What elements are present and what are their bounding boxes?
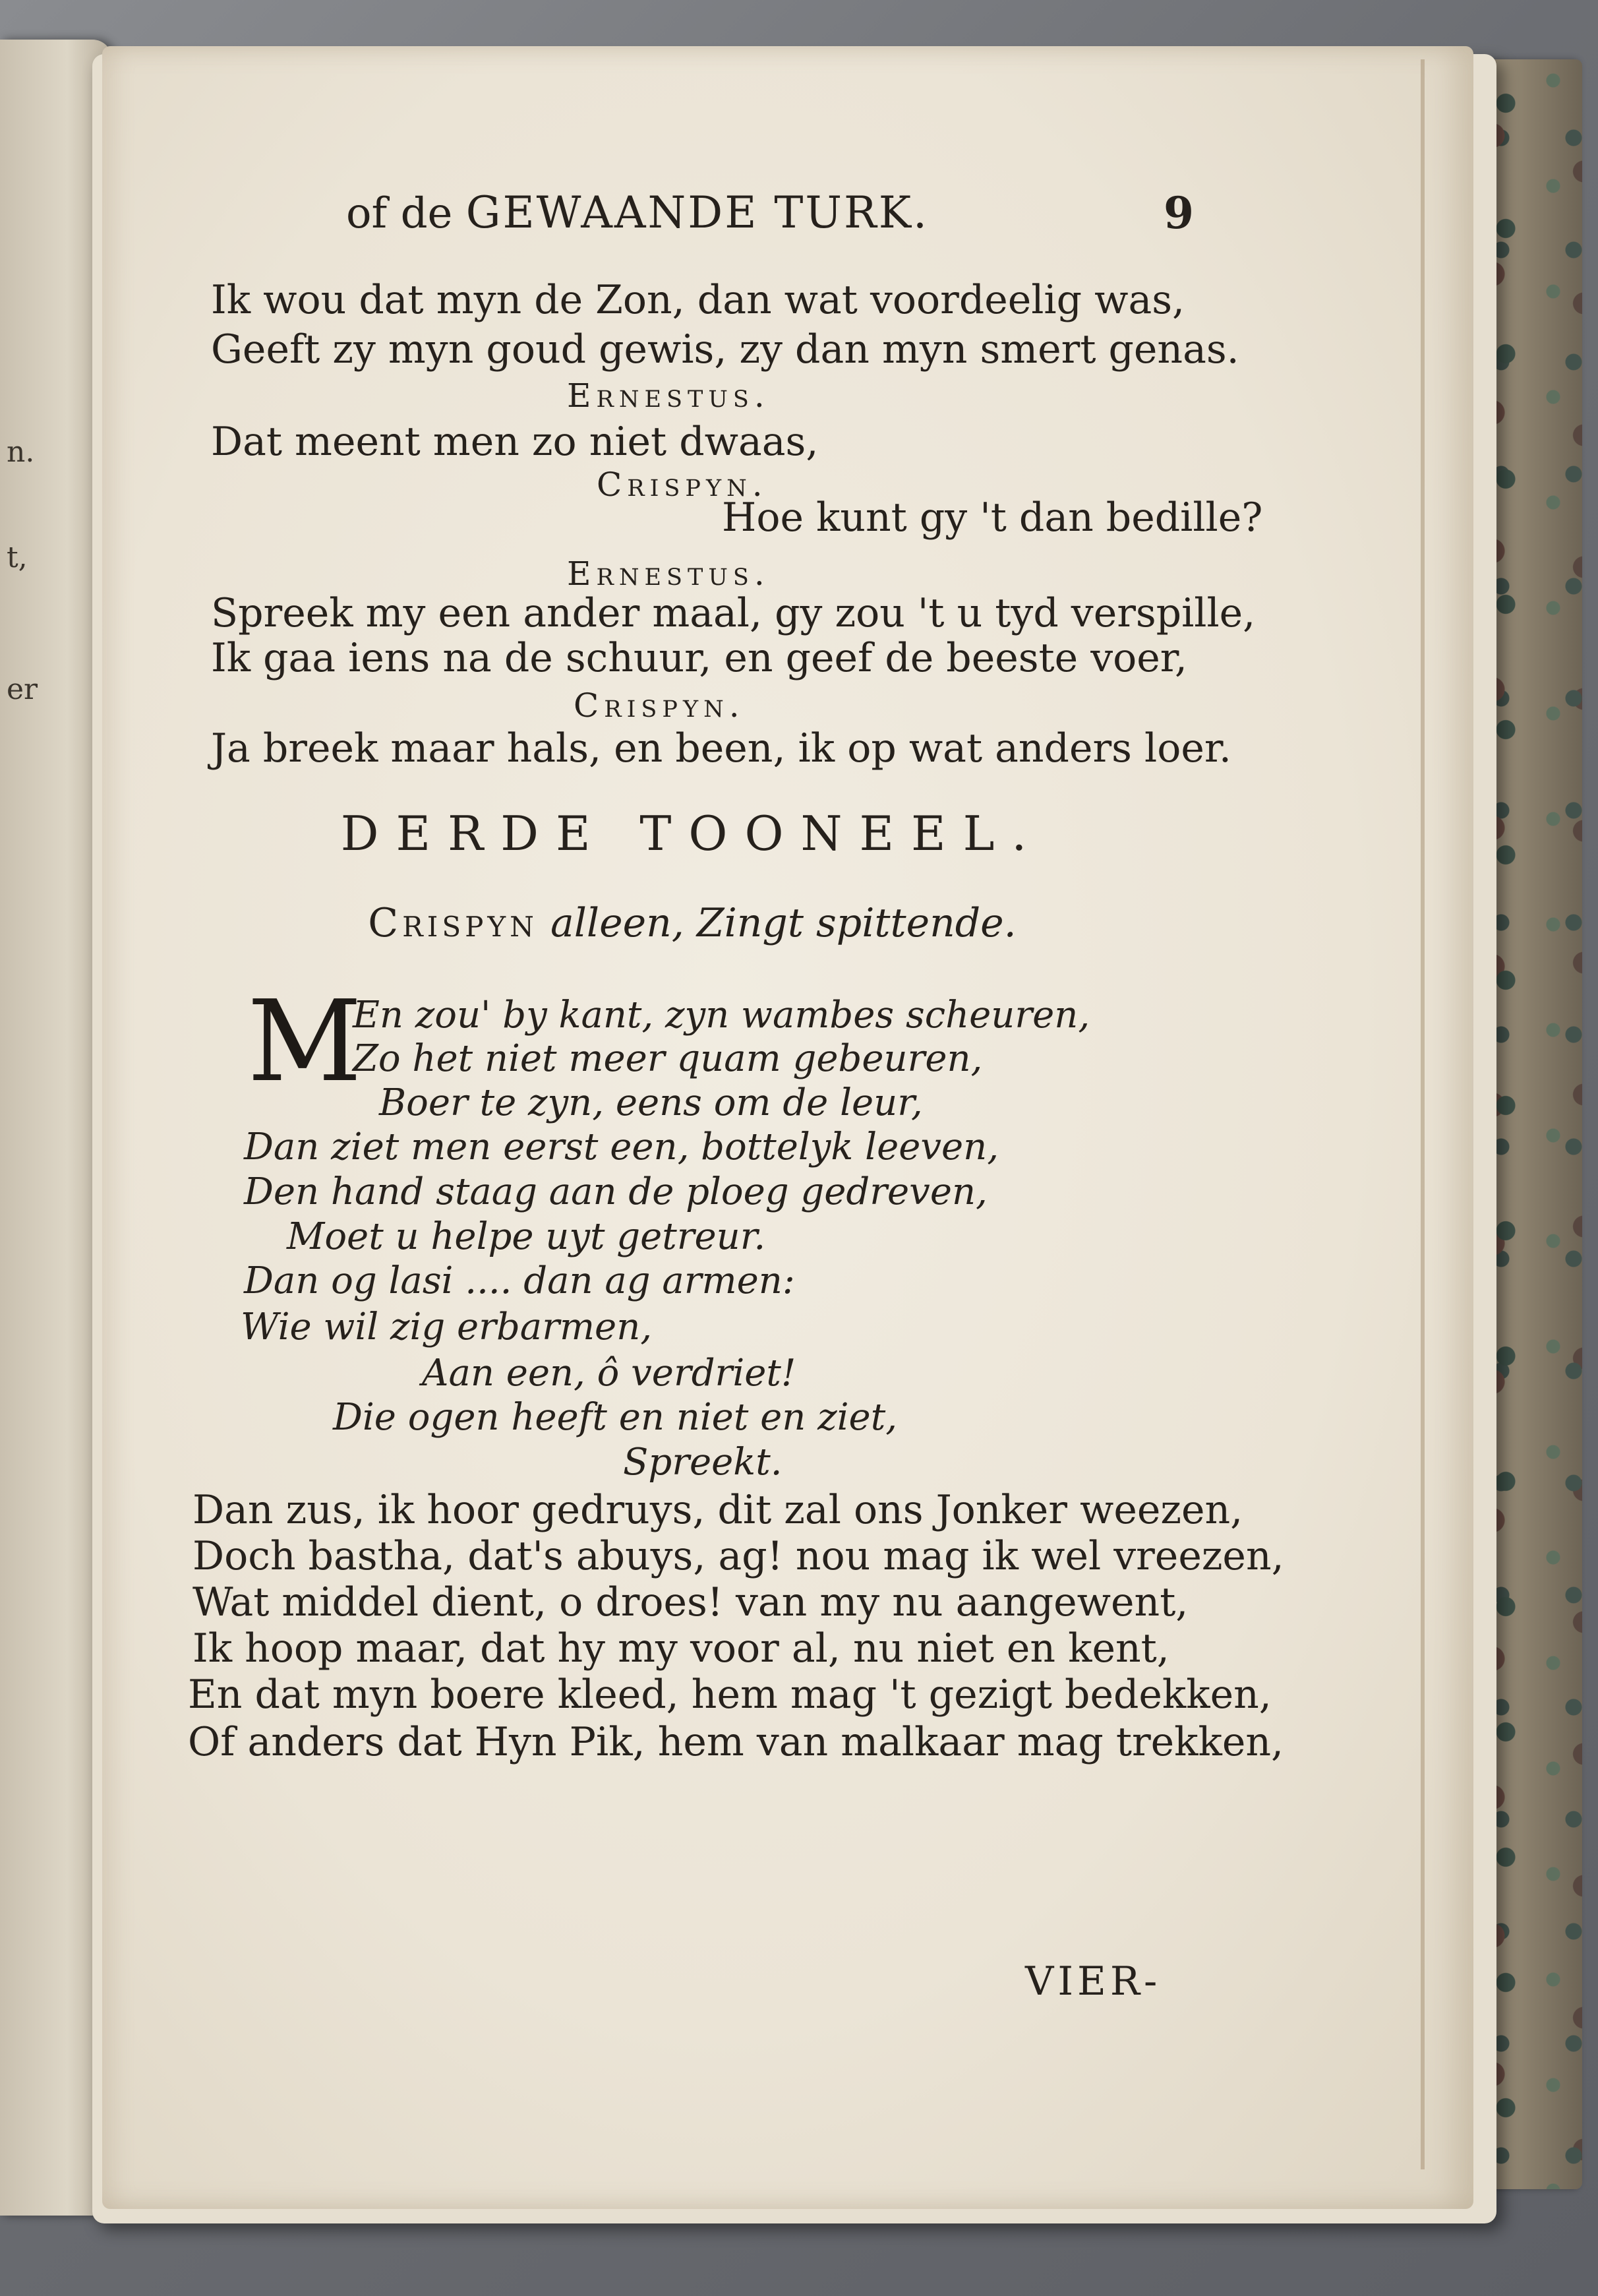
speaker-name: Ernestus.: [567, 555, 770, 593]
verse-line: Dat meent men zo niet dwaas,: [211, 419, 819, 465]
song-line: Die ogen heeft en niet en ziet,: [333, 1396, 897, 1439]
song-line: Moet u helpe uyt getreur.: [287, 1215, 766, 1258]
verse-line: Doch bastha, dat's abuys, ag! nou mag ik wel vreezen,: [192, 1533, 1284, 1579]
stage-direction: [0, 900, 1384, 946]
catchword: VIER-: [1025, 1958, 1162, 2005]
left-page-fragment: n.: [7, 435, 35, 469]
running-title-prefix: of de: [346, 189, 453, 238]
song-line: Zo het niet meer quam gebeuren,: [353, 1037, 983, 1080]
verse-line: Ik wou dat myn de Zon, dan wat voordeelig was,: [211, 277, 1185, 323]
left-page-fragment: t,: [7, 541, 28, 574]
song-line: En zou' by kant, zyn wambes scheuren,: [353, 994, 1090, 1037]
page-number: 9: [1164, 187, 1194, 239]
verse-line: Ik hoop maar, dat hy my voor al, nu niet en kent,: [192, 1625, 1169, 1672]
song-line: Aan een, ô verdriet!: [422, 1352, 796, 1395]
verse-line: Ja breek maar hals, en been, ik op wat anders loer.: [211, 725, 1231, 771]
stage-direction-rest: alleen, Zingt spittende.: [550, 900, 1017, 946]
verse-line: Spreek my een ander maal, gy zou 't u tyd verspille,: [211, 590, 1256, 636]
drop-cap: M: [247, 977, 363, 1107]
verse-line: Dan zus, ik hoor gedruys, dit zal ons Jonker weezen,: [192, 1487, 1243, 1533]
song-line: Den hand staag aan de ploeg gedreven,: [244, 1170, 988, 1213]
verse-line: En dat myn boere kleed, hem mag 't gezigt bedekken,: [188, 1672, 1272, 1718]
verse-line: Hoe kunt gy 't dan bedille?: [722, 495, 1263, 541]
speaker-name: Crispyn.: [597, 466, 768, 504]
song-line: Boer te zyn, eens om de leur,: [379, 1081, 923, 1124]
running-title-caps: GEWAANDE TURK.: [465, 187, 929, 238]
stage-direction-name: Crispyn: [368, 900, 538, 946]
song-line: Dan ziet men eerst een, bottelyk leeven,: [244, 1126, 999, 1168]
song-line: Spreekt.: [623, 1441, 783, 1484]
scene-title: DERDE TOONEEL.: [340, 806, 1044, 861]
verse-line: Ik gaa iens na de schuur, en geef de beeste voer,: [211, 635, 1187, 681]
page-fold-line: [1421, 59, 1425, 2169]
speaker-name: Crispyn.: [574, 686, 745, 725]
running-title: [346, 187, 929, 238]
verse-line: Of anders dat Hyn Pik, hem van malkaar mag trekken,: [188, 1719, 1284, 1765]
speaker-name: Ernestus.: [567, 377, 770, 415]
song-line: Dan og lasi .... dan ag armen:: [244, 1259, 795, 1302]
verse-line: Wat middel dient, o droes! van my nu aangewent,: [192, 1579, 1189, 1625]
song-line: Wie wil zig erbarmen,: [241, 1306, 653, 1348]
left-page-fragment: er: [7, 673, 38, 706]
verse-line: Geeft zy myn goud gewis, zy dan myn smert genas.: [211, 326, 1239, 373]
